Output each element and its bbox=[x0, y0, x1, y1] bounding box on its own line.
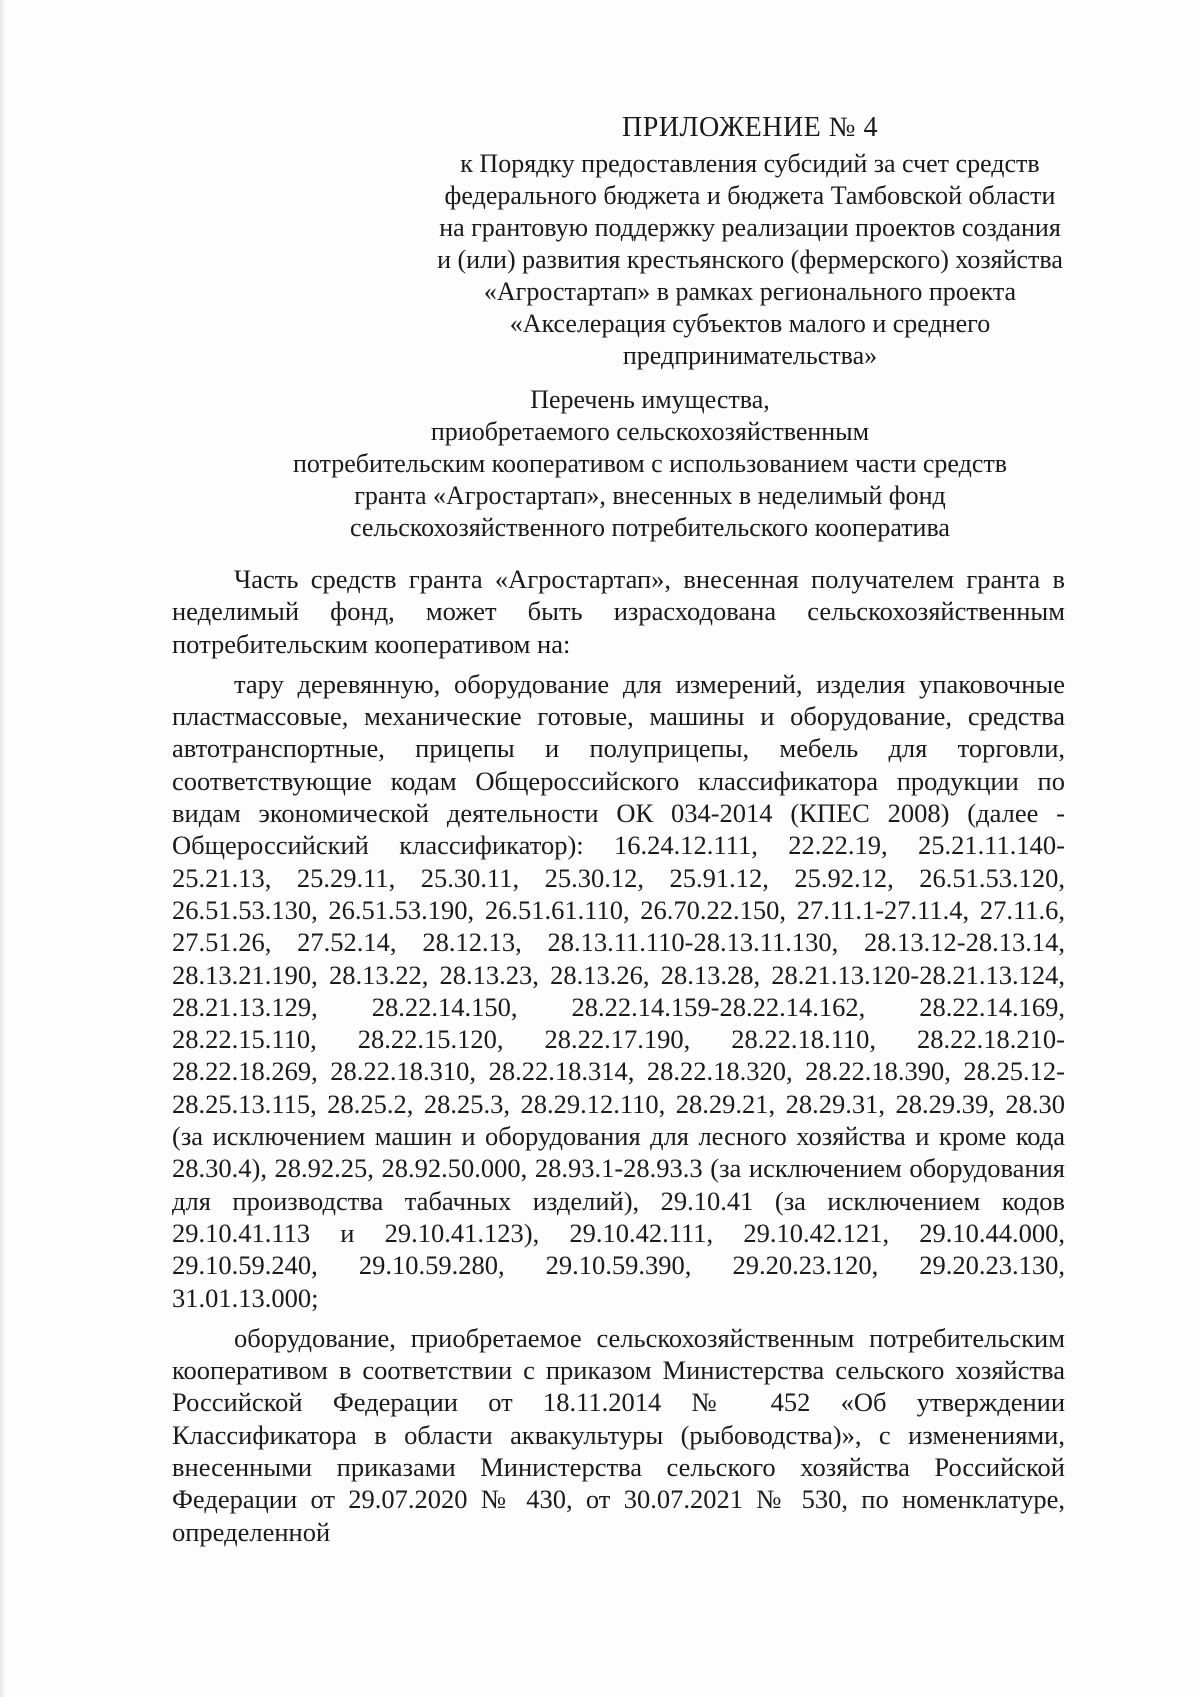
document-title-line: Перечень имущества, bbox=[530, 385, 770, 414]
document-title-line: сельскохозяйственного потребительского кооператива bbox=[350, 513, 950, 542]
appendix-header-line: и (или) развития крестьянского (фермерского) хозяйства bbox=[437, 245, 1063, 274]
body-paragraph-equipment-codes: тару деревянную, оборудование для измерений, изделия упаковочные пластмассовые, механические готовые, машины и оборудование, средства автотранспортные, прицепы и полуприцепы, мебель для торговли, соответствующие кодам Общероссийского классификатора продукции по видам экономической деятельности ОК 034-2014 (КПЕС 2008) (далее - Общероссийский классификатор): 16.24.12.111, 22.22.19, 25.21.11.140-25.21.13, 25.29.11, 25.30.11, 25.30.12, 25.91.12, 25.92.12, 26.51.53.120, 26.51.53.130, 26.51.53.190, 26.51.61.110, 26.70.22.150, 27.11.1-27.11.4, 27.11.6, 27.51.26, 27.52.14, 28.12.13, 28.13.11.110-28.13.11.130, 28.13.12-28.13.14, 28.13.21.190, 28.13.22, 28.13.23, 28.13.26, 28.13.28, 28.21.13.120-28.21.13.124, 28.21.13.129, 28.22.14.150, 28.22.14.159-28.22.14.162, 28.22.14.169, 28.22.15.110, 28.22.15.120, 28.22.17.190, 28.22.18.110, 28.22.18.210-28.22.18.269, 28.22.18.310, 28.22.18.314, 28.22.18.320, 28.22.18.390, 28.25.12-28.25.13.115, 28.25.2, 28.25.3, 28.29.12.110, 28.29.21, 28.29.31, 28.29.39, 28.30 (за исключением машин и оборудования для лесного хозяйства и кроме кода 28.30.4), 28.92.25, 28.92.50.000, 28.93.1-28.93.3 (за исключением оборудования для производства табачных изделий), 29.10.41 (за исключением кодов 29.10.41.113 и 29.10.41.123), 29.10.42.111, 29.10.42.121, 29.10.44.000, 29.10.59.240, 29.10.59.280, 29.10.59.390, 29.20.23.120, 29.20.23.130, 31.01.13.000; bbox=[172, 668, 1065, 1313]
scan-edge-shadow bbox=[0, 0, 6, 1697]
appendix-header-line: федерального бюджета и бюджета Тамбовской области bbox=[444, 181, 1056, 210]
appendix-title: ПРИЛОЖЕНИЕ № 4 bbox=[622, 112, 878, 143]
document-title bbox=[250, 384, 1050, 544]
body-paragraph-intro: Часть средств гранта «Агростартап», внесенная получателем гранта в неделимый фонд, может быть израсходована сельскохозяйственным потребительским кооперативом на: bbox=[172, 564, 1065, 659]
appendix-header-line: «Акселерация субъектов малого и среднего bbox=[509, 309, 991, 338]
document-body bbox=[172, 563, 1065, 1548]
appendix-header-line: к Порядку предоставления субсидий за счет средств bbox=[460, 149, 1040, 178]
document-title-line: потребительским кооперативом с использованием части средств bbox=[292, 449, 1008, 478]
appendix-header-line: на грантовую поддержку реализации проектов создания bbox=[439, 213, 1061, 242]
appendix-header bbox=[420, 112, 1080, 372]
document-title-line: гранта «Агростартап», внесенных в неделимый фонд bbox=[354, 481, 946, 510]
document-title-line: приобретаемого сельскохозяйственным bbox=[430, 417, 870, 446]
appendix-header-line: предпринимательства» bbox=[622, 341, 878, 370]
appendix-header-line: «Агростартап» в рамках регионального проекта bbox=[483, 277, 1017, 306]
body-paragraph-aquaculture: оборудование, приобретаемое сельскохозяйственным потребительским кооперативом в соответствии с приказом Министерства сельского хозяйства Российской Федерации от 18.11.2014 № 452 «Об утверждении Классификатора в области аквакультуры (рыбоводства)», с изменениями, внесенными приказами Министерства сельского хозяйства Российской Федерации от 29.07.2020 № 430, от 30.07.2021 № 530, по номенклатуре, определенной bbox=[172, 1322, 1065, 1547]
